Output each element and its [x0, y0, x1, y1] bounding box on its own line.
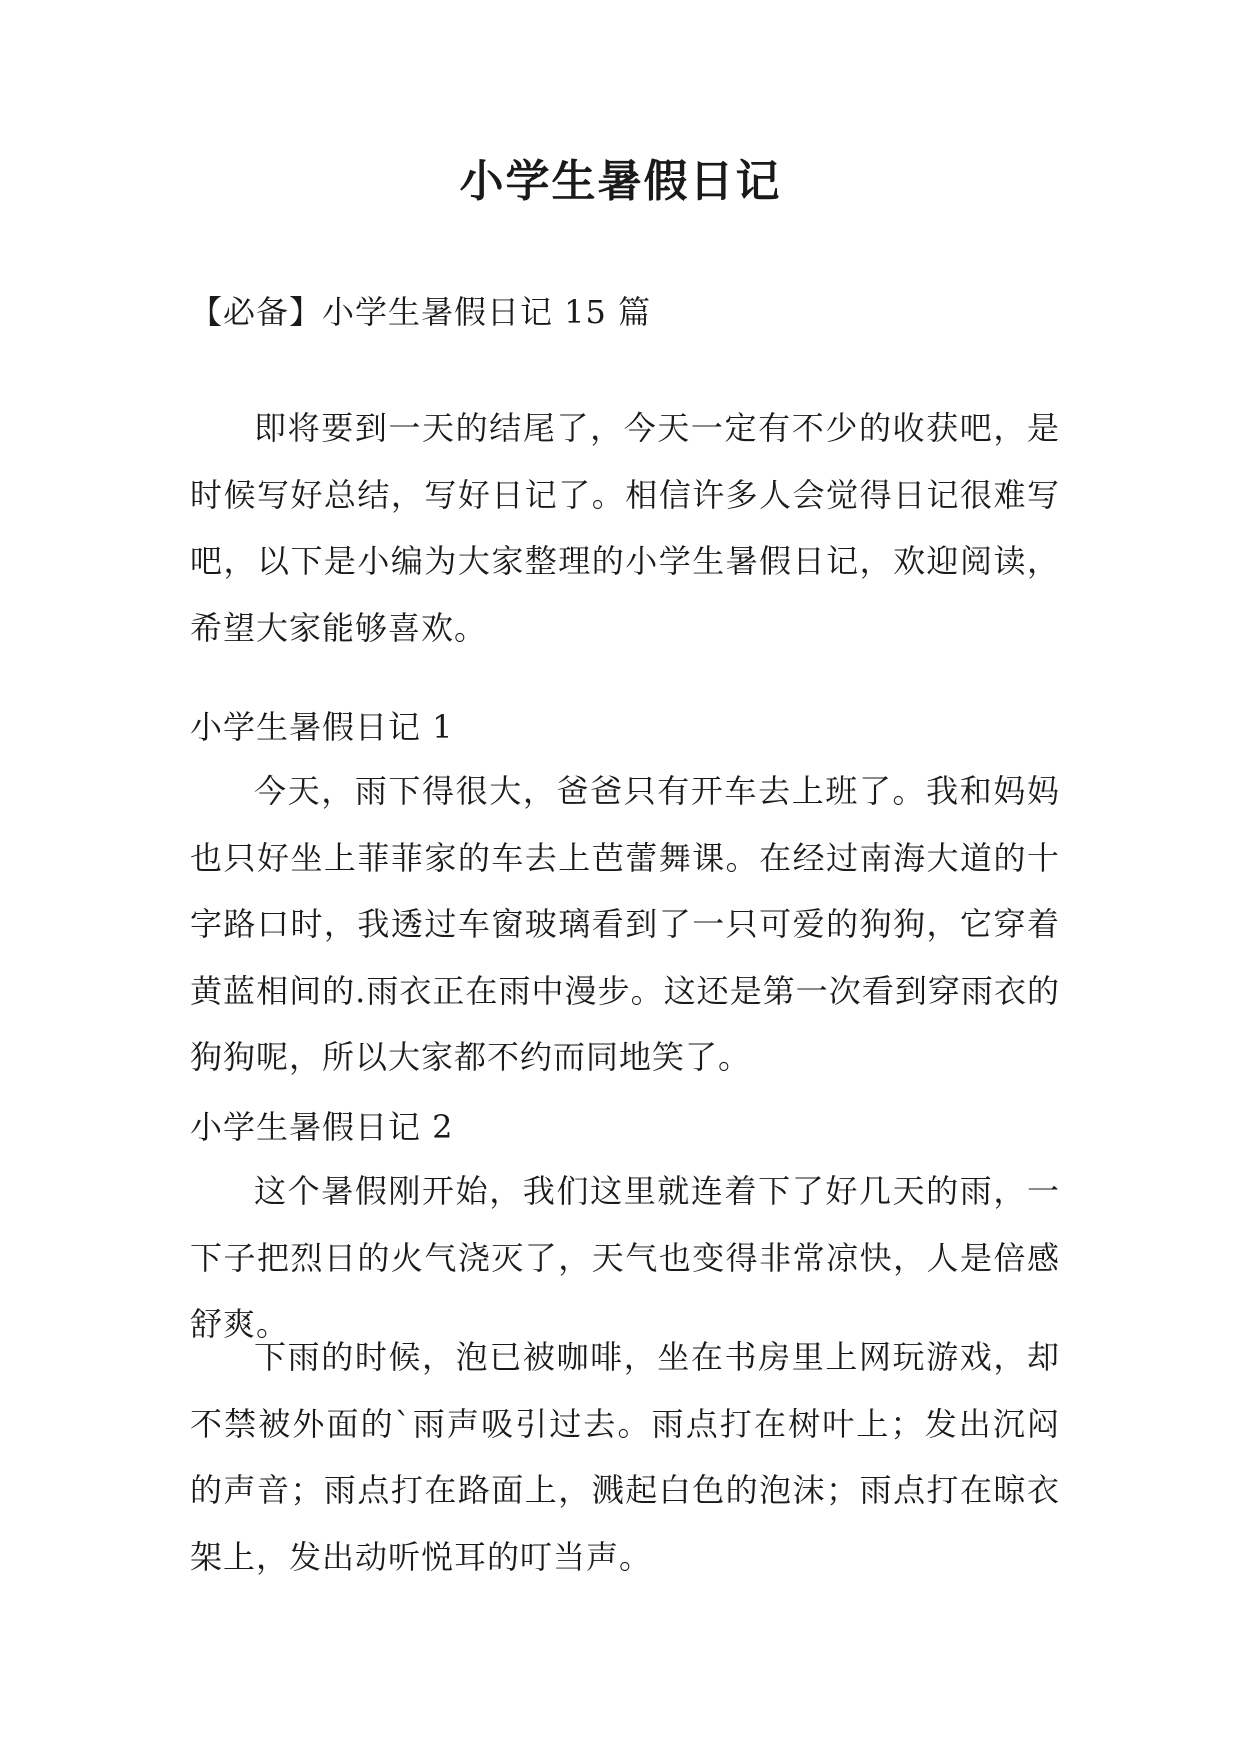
entry-heading: 小学生暑假日记 2 [190, 1108, 454, 1146]
entry-paragraph: 下雨的时候，泡已被咖啡，坐在书房里上网玩游戏，却不禁被外面的`雨声吸引过去。雨点打在树叶上；发出沉闷的声音；雨点打在路面上，溅起白色的泡沫；雨点打在晾衣架上，发出动听悦耳的叮当声。 [190, 1338, 1060, 1576]
entry-paragraph: 今天，雨下得很大，爸爸只有开车去上班了。我和妈妈也只好坐上菲菲家的车去上芭蕾舞课。在经过南海大道的十字路口时，我透过车窗玻璃看到了一只可爱的狗狗，它穿着黄蓝相间的.雨衣正在雨中漫步。这还是第一次看到穿雨衣的狗狗呢，所以大家都不约而同地笑了。 [190, 772, 1060, 1076]
entry-heading: 小学生暑假日记 1 [190, 708, 454, 746]
entry-paragraph: 这个暑假刚开始，我们这里就连着下了好几天的雨，一下子把烈日的火气浇灭了，天气也变得非常凉快，人是倍感舒爽。 [190, 1172, 1060, 1343]
document-subtitle: 【必备】小学生暑假日记 15 篇 [190, 293, 652, 331]
document-title: 小学生暑假日记 [459, 156, 782, 207]
intro-paragraph: 即将要到一天的结尾了，今天一定有不少的收获吧，是时候写好总结，写好日记了。相信许多人会觉得日记很难写吧，以下是小编为大家整理的小学生暑假日记，欢迎阅读，希望大家能够喜欢。 [190, 409, 1060, 647]
